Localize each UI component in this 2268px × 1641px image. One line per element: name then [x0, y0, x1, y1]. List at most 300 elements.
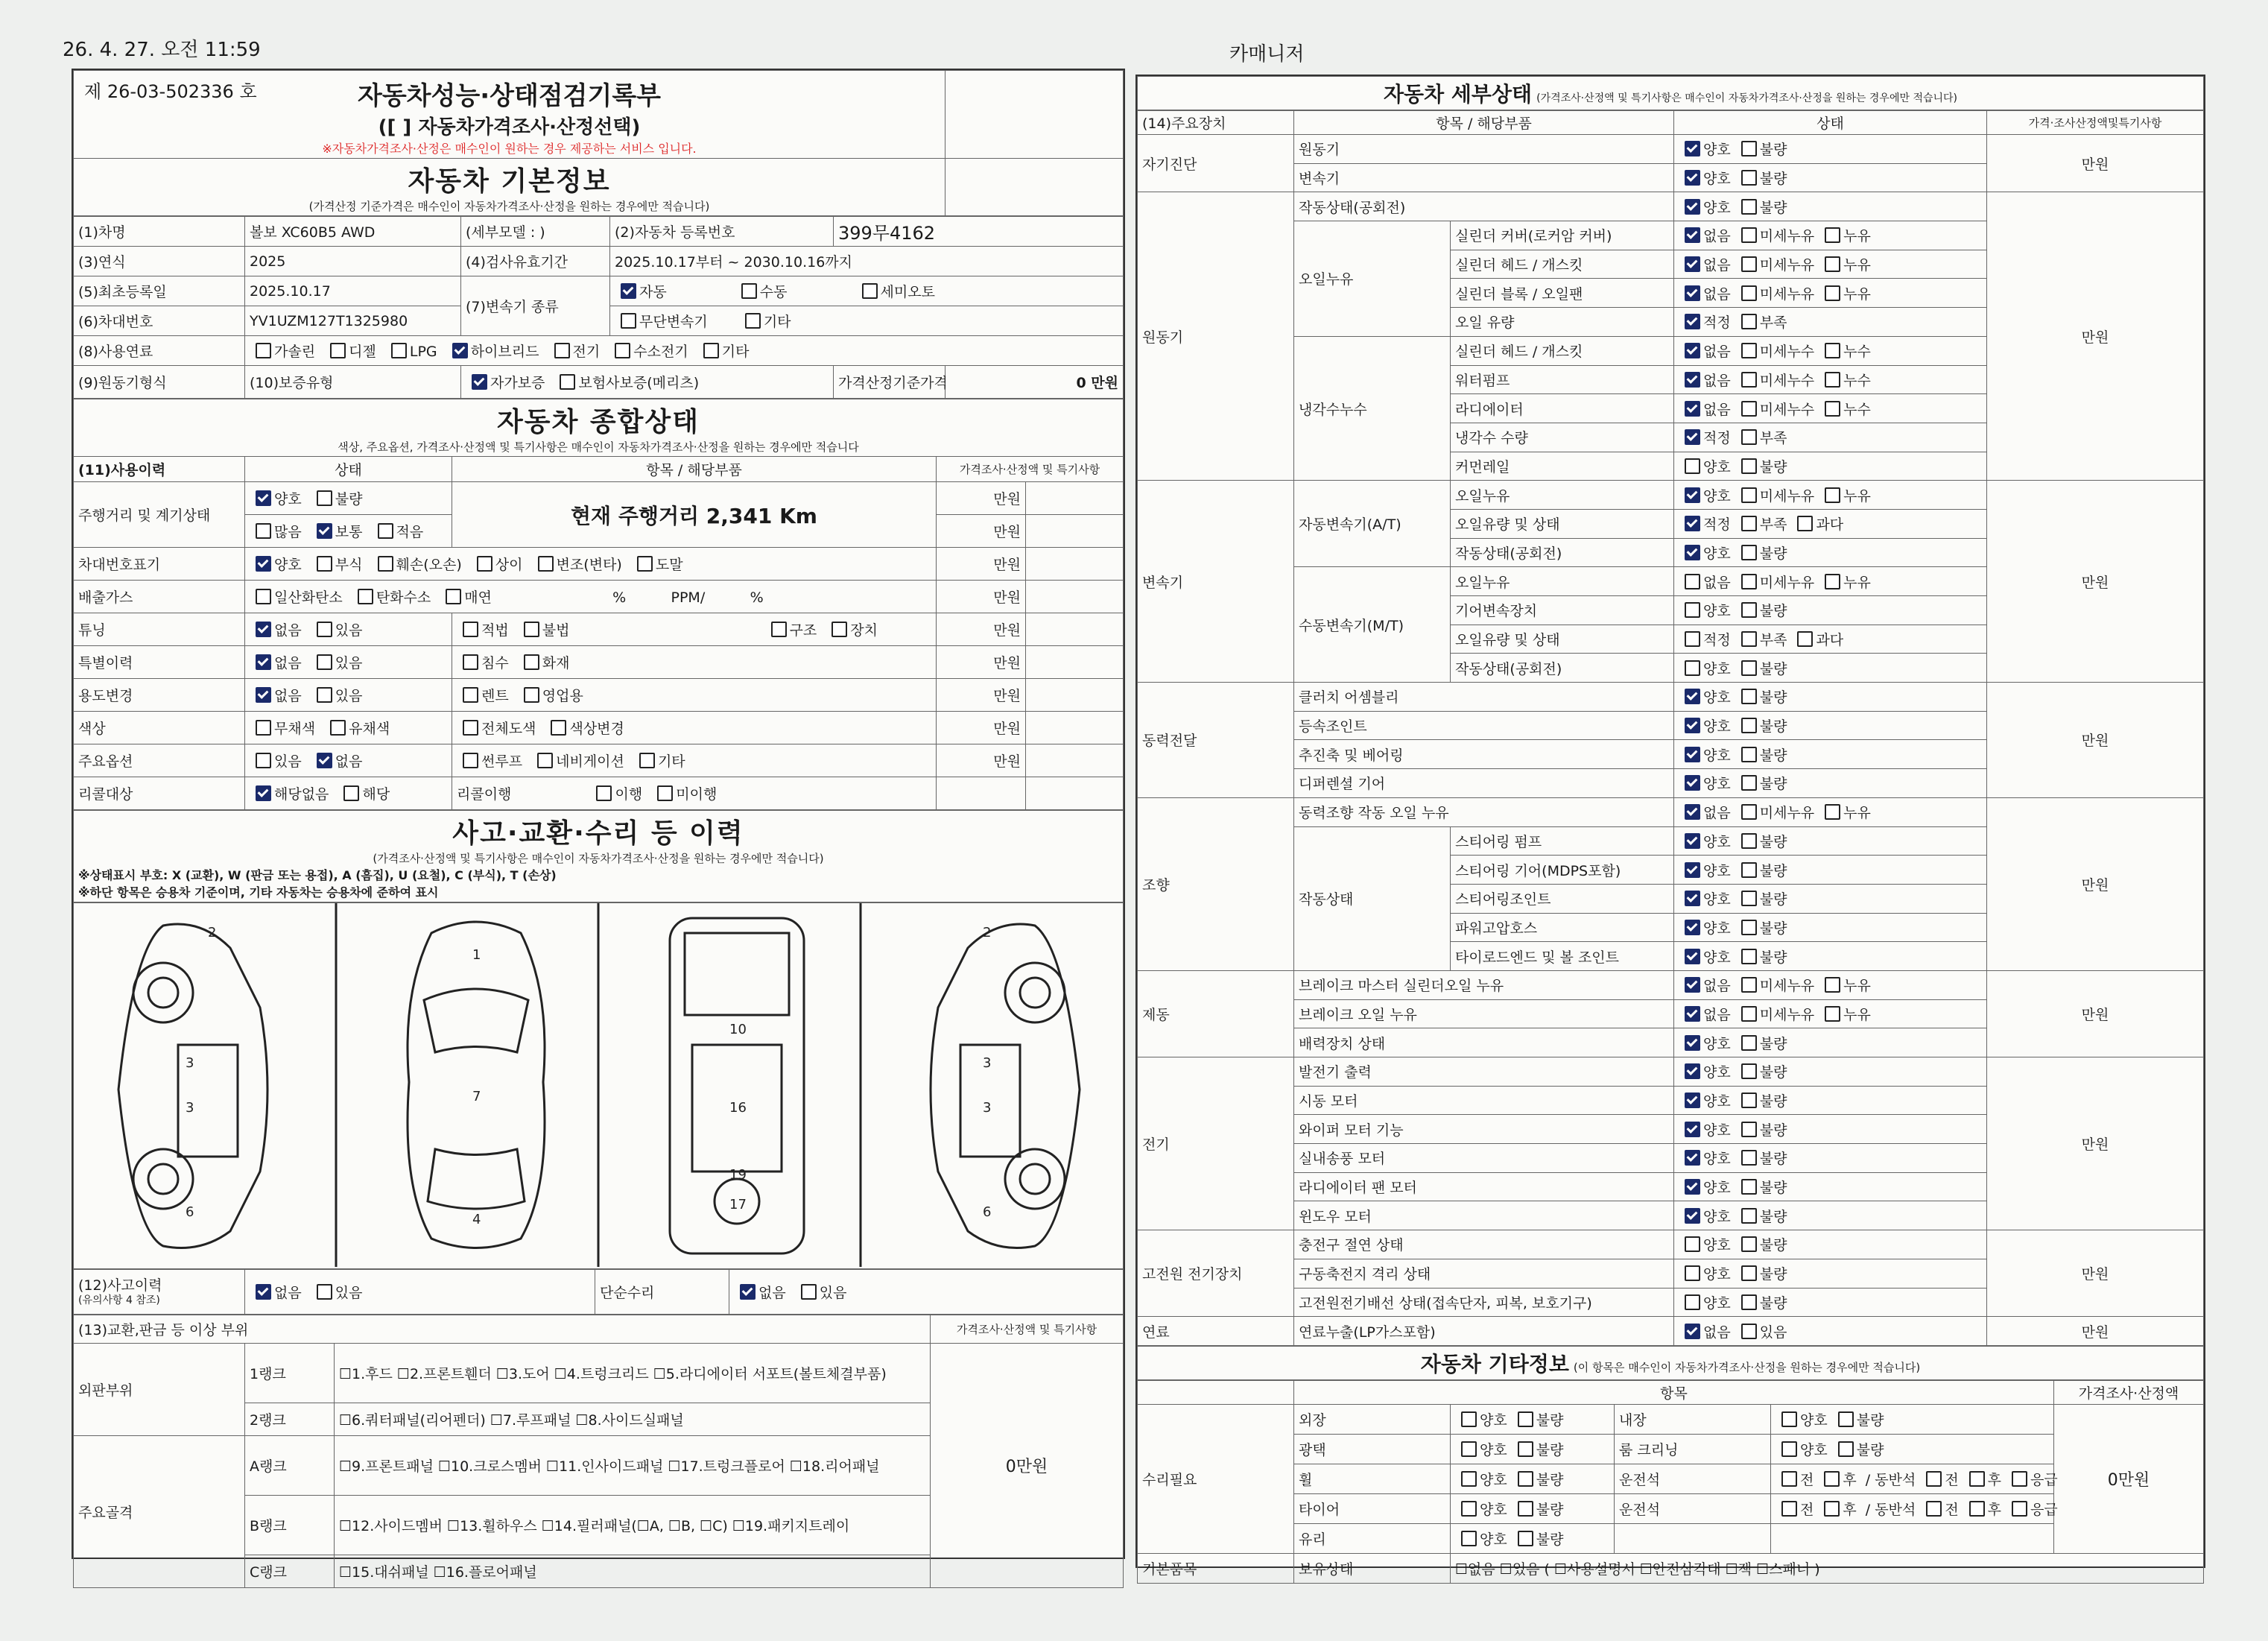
label-transmission: (7)변속기 종류: [461, 276, 610, 336]
item-name: 스티어링 펌프: [1451, 826, 1674, 856]
head-state: 상태: [245, 457, 452, 482]
option-label: 양호: [1703, 545, 1731, 562]
svg-text:4: 4: [472, 1212, 481, 1227]
checkbox[interactable]: [1685, 1122, 1700, 1137]
checkbox[interactable]: [1685, 1150, 1700, 1166]
checkbox[interactable]: [862, 283, 878, 299]
option-label: 불량: [1536, 1471, 1564, 1488]
item-name: 클러치 어셈블리: [1294, 683, 1674, 712]
accident-row-table: (12)사고이력 (유의사항 4 참조) 없음 있음 단순수리 없음 있음: [73, 1269, 1124, 1315]
svg-text:3: 3: [983, 1100, 992, 1116]
option-label: 적정: [1703, 632, 1731, 649]
checkbox[interactable]: [1741, 401, 1757, 417]
option-label: 양호: [1703, 1151, 1731, 1168]
option-label: 불량: [1759, 171, 1787, 188]
option-label: 불량: [1759, 776, 1787, 793]
svg-text:3: 3: [186, 1055, 194, 1071]
accident-note: (가격조사·산정액 및 특기사항은 매수인이 자동차가격조사·산정을 원하는 경우에만 적습니다): [373, 852, 824, 865]
option-label: 불량: [1759, 545, 1787, 562]
option-label: 불량: [1759, 1294, 1787, 1312]
item-name: 등속조인트: [1294, 711, 1674, 740]
checkbox[interactable]: [1825, 487, 1840, 503]
device-group: 동력전달: [1138, 683, 1294, 798]
checkbox[interactable]: [1685, 516, 1700, 531]
label-reg-no: (2)자동차 등록번호: [610, 217, 834, 247]
checkbox[interactable]: [1685, 949, 1700, 964]
checkbox[interactable]: [1838, 1411, 1854, 1427]
checkbox[interactable]: [1685, 804, 1700, 820]
option-label: 없음: [1703, 1006, 1731, 1023]
checkbox[interactable]: [1741, 1324, 1757, 1339]
checkbox[interactable]: [1518, 1501, 1533, 1517]
checkbox[interactable]: [1685, 1093, 1700, 1108]
checkbox[interactable]: [1825, 372, 1840, 388]
checkbox[interactable]: [1969, 1471, 1985, 1487]
item-name: 동력조향 작동 오일 누유: [1294, 797, 1674, 826]
checkbox[interactable]: [1741, 718, 1757, 733]
label-basic-items: 기본품목: [1138, 1553, 1294, 1583]
checkbox[interactable]: [1685, 631, 1700, 647]
detail-row: [1138, 797, 2204, 826]
head-item: 항목 / 해당부품: [452, 457, 937, 482]
option-label: 양호: [1703, 891, 1731, 908]
option-label: 불량: [1536, 1501, 1564, 1518]
checkbox[interactable]: [1741, 1063, 1757, 1079]
site-name: 카매니저: [1229, 43, 1305, 66]
checkbox[interactable]: [1797, 631, 1813, 647]
checkbox[interactable]: [1741, 227, 1757, 243]
option-label: 없음: [1703, 978, 1731, 995]
option-label: 양호: [1703, 603, 1731, 620]
option-label: 없음: [1703, 228, 1731, 245]
option-label: 불량: [1759, 1064, 1787, 1081]
checkbox[interactable]: [1741, 920, 1757, 935]
option-label: 불량: [1759, 1180, 1787, 1197]
checkbox[interactable]: [1825, 1006, 1840, 1022]
item-name: 스티어링 기어(MDPS포함): [1451, 856, 1674, 885]
option-label: 양호: [1480, 1411, 1507, 1429]
checkbox[interactable]: [1741, 1093, 1757, 1108]
checkbox[interactable]: [1825, 285, 1840, 301]
item-name: 오일누유: [1451, 481, 1674, 510]
checkbox[interactable]: [1825, 401, 1840, 417]
checkbox[interactable]: [1741, 487, 1757, 503]
option-label: 후: [1843, 1471, 1857, 1488]
checkbox[interactable]: [1461, 1531, 1477, 1546]
transmission-opts-row1: 자동 수동 세미오토: [610, 276, 1124, 306]
checkbox[interactable]: [1685, 314, 1700, 329]
option-label: 미세누수: [1759, 344, 1815, 361]
option-label: 누유: [1843, 228, 1871, 245]
option-label: 없음: [1703, 344, 1731, 361]
checkbox[interactable]: [1461, 1501, 1477, 1517]
checkbox[interactable]: [1741, 602, 1757, 618]
option-label: 양호: [1703, 949, 1731, 966]
etc-table: 항목 가격조사·산정액 수리필요 외장 양호 불량 내장 양호 불량 0만원 광택 양호 불량 룸 크리닝 양호 불량 휠 양호 불량 운전석 전 후 / 동반석 전 후 응급 타이어 양호 불량 운전석 전 후 / 동반석 전 후 응급 유리 양호 불량 기본품목 보유상태 ☐없음 ☐있음 ( ☐사용설명서 ☐안전삼각대 ☐잭 ☐스패너 ): [1137, 1380, 2204, 1584]
item-name: 냉각수 수량: [1451, 423, 1674, 452]
checkbox[interactable]: [1741, 1208, 1757, 1224]
option-label: 없음: [1703, 574, 1731, 591]
checkbox[interactable]: [1518, 1411, 1533, 1427]
option-label: 없음: [1703, 285, 1731, 303]
checkbox[interactable]: [1741, 1236, 1757, 1252]
option-label: 적정: [1703, 314, 1731, 332]
etc-title: 자동차 기타정보: [1420, 1351, 1569, 1376]
option-label: 불량: [1759, 1035, 1787, 1052]
accident-title: 사고·교환·수리 등 이력: [452, 818, 744, 849]
svg-text:6: 6: [186, 1204, 194, 1220]
checkbox[interactable]: [1685, 343, 1700, 358]
item-name: 커먼레일: [1451, 452, 1674, 481]
group-price: 만원: [1987, 192, 2204, 481]
checkbox[interactable]: [1741, 574, 1757, 589]
checkbox[interactable]: [1741, 1294, 1757, 1310]
device-group: 원동기: [1138, 192, 1294, 481]
option-label: 부족: [1759, 430, 1787, 447]
checkbox[interactable]: [1685, 487, 1700, 503]
sub-group: 냉각수누수: [1294, 336, 1451, 480]
checkbox[interactable]: [1685, 718, 1700, 733]
option-label: 불량: [1759, 747, 1787, 764]
checkbox[interactable]: [1741, 631, 1757, 647]
option-label: 양호: [1800, 1441, 1828, 1458]
valid-period: 2025.10.17부터 ~ 2030.10.16까지: [610, 247, 1124, 276]
checkbox[interactable]: [1685, 429, 1700, 445]
warranty-opts: 자가보증 보험사보증(메리츠): [461, 366, 834, 399]
option-label: 부족: [1759, 314, 1787, 332]
checkbox[interactable]: [1685, 545, 1700, 560]
option-label: 전: [1800, 1501, 1814, 1518]
option-label: 양호: [1703, 171, 1731, 188]
option-label: 누유: [1843, 285, 1871, 303]
checkbox[interactable]: [1741, 1035, 1757, 1051]
checkbox[interactable]: [1825, 574, 1840, 589]
detail-row: [1138, 970, 2204, 999]
checkbox[interactable]: [1685, 1324, 1700, 1339]
option-label: 양호: [1703, 487, 1731, 505]
checkbox[interactable]: [1824, 1501, 1840, 1517]
item-name: 시동 모터: [1294, 1086, 1674, 1115]
option-label: 미세누수: [1759, 372, 1815, 389]
option-label: 양호: [1703, 747, 1731, 764]
rankA-items: ☐9.프론트패널 ☐10.크로스멤버 ☐11.인사이드패널 ☐17.트렁크플로어 ☐18.리어패널: [335, 1436, 931, 1496]
cert-number: 제 26-03-502336 호: [84, 81, 257, 102]
device-group: 제동: [1138, 970, 1294, 1057]
checkbox[interactable]: [1685, 372, 1700, 388]
option-label: 양호: [1703, 1294, 1731, 1312]
option-label: 없음: [1703, 401, 1731, 418]
checkbox[interactable]: [1685, 574, 1700, 589]
option-label: 양호: [1703, 142, 1731, 159]
option-label: 양호: [1703, 689, 1731, 706]
checkbox[interactable]: [1741, 314, 1757, 329]
checkbox[interactable]: [1741, 1122, 1757, 1137]
option-label: 불량: [1536, 1441, 1564, 1458]
item-name: 오일유량 및 상태: [1451, 509, 1674, 538]
option-label: 적정: [1703, 516, 1731, 534]
option-label: 불량: [1759, 689, 1787, 706]
checkbox[interactable]: [1461, 1441, 1477, 1457]
group-price: 만원: [1987, 1317, 2204, 1346]
basic-info-table: [73, 216, 1124, 399]
checkbox[interactable]: [1741, 1179, 1757, 1195]
checkbox[interactable]: [1741, 949, 1757, 964]
checkbox[interactable]: [1741, 372, 1757, 388]
item-name: 추진축 및 베어링: [1294, 740, 1674, 769]
option-label: 불량: [1759, 458, 1787, 475]
checkbox[interactable]: [1685, 1035, 1700, 1051]
checkbox[interactable]: [1781, 1501, 1797, 1517]
checkbox[interactable]: [1685, 401, 1700, 417]
item-name: 브레이크 마스터 실린더오일 누유: [1294, 970, 1674, 999]
checkbox[interactable]: [1825, 804, 1840, 820]
item-name: 오일 유량: [1451, 308, 1674, 337]
checkbox[interactable]: [1741, 256, 1757, 272]
checkbox[interactable]: [2012, 1471, 2027, 1487]
item-name: 실린더 헤드 / 개스킷: [1451, 250, 1674, 279]
checkbox[interactable]: [1781, 1411, 1797, 1427]
checkbox[interactable]: [1685, 891, 1700, 906]
checkbox[interactable]: [1518, 1471, 1533, 1487]
checkbox[interactable]: [1518, 1441, 1533, 1457]
sub-group: 수동변속기(M/T): [1294, 567, 1451, 683]
checkbox[interactable]: [1685, 833, 1700, 849]
parts-table: (13)교환,판금 등 이상 부위 가격조사·산정액 및 특기사항 외판부위 1랭크 ☐1.후드 ☐2.프론트휀더 ☐3.도어 ☐4.트렁크리드 ☐5.라디에이터 서포트(볼트체결부품) 0만원 2랭크 ☐6.쿼터패널(리어펜더) ☐7.루프패널 ☐8.사이드실패널 주요골격 A랭크 ☐9.프론트패널 ☐10.크로스멤버 ☐11.인사이드패널 ☐17.트렁크플로어 ☐18.리어패널 B랭크 ☐12.사이드멤버 ☐13.휠하우스 ☐14.필러패널(☐A, ☐B, ☐C) ☐19.패키지트레이 C랭크 ☐15.대쉬패널 ☐16.플로어패널: [73, 1315, 1124, 1588]
checkbox[interactable]: [1741, 1265, 1757, 1281]
checkbox[interactable]: [1685, 1208, 1700, 1224]
checkbox[interactable]: [1741, 891, 1757, 906]
checkbox[interactable]: [1926, 1501, 1942, 1517]
checkbox[interactable]: [1969, 1501, 1985, 1517]
item-name: 작동상태(공회전): [1451, 654, 1674, 683]
label-owned: 보유상태: [1294, 1553, 1451, 1583]
row-tuning: 튜닝 없음 있음 적법 불법 구조 장치 만원: [74, 613, 1124, 646]
checkbox[interactable]: [1685, 1294, 1700, 1310]
option-label: 적정: [1703, 430, 1731, 447]
item-name: 타이로드엔드 및 볼 조인트: [1451, 942, 1674, 971]
row-color: 색상 무채색 유채색 전체도색 색상변경 만원: [74, 712, 1124, 744]
checkbox[interactable]: [1741, 660, 1757, 676]
option-label: 불량: [1759, 920, 1787, 937]
option-label: 누유: [1843, 487, 1871, 505]
checkbox[interactable]: [1741, 343, 1757, 358]
option-label: 응급: [2030, 1501, 2058, 1518]
checkbox[interactable]: [1685, 256, 1700, 272]
row-special: 특별이력 없음 있음 침수 화재 만원: [74, 646, 1124, 679]
group-price: 만원: [1987, 683, 2204, 798]
checkbox[interactable]: [1741, 199, 1757, 215]
rank1-items: ☐1.후드 ☐2.프론트휀더 ☐3.도어 ☐4.트렁크리드 ☐5.라디에이터 서포트(볼트체결부품): [335, 1344, 931, 1403]
form-title: 자동차성능·상태점검기록부: [357, 81, 662, 111]
checkbox[interactable]: [1685, 920, 1700, 935]
option-label: 불량: [1759, 862, 1787, 879]
option-label: 미세누유: [1759, 285, 1815, 303]
detail-table: (14)주요장치 항목 / 해당부품 상태 가격·조사산정액및특기사항 자기진단 원동기 양호 불량 만원 변속기 양호 불량 원동기 작동상태(공회전) 양호 불량 만원 오일누유 실린더 커버(로커암 커버) 없음 미세누유 누유 실린더 헤드 / 개스킷 없음 미세누유 누유 실린더 블록 / 오일팬 없음 미세누유 누유 오일 유량 적정 부족 냉각수누수 실린더 헤드 / 개스킷 없음 미세누수 누수 워터펌프 없음 미세누수 누수 라디에이터 없음 미세누수 누수 냉각수 수량 적정 부족 커먼레일 양호 불량 변속기 자동변속기(A/T) 오일누유 양호 미세누유 누유 만원 오일유량 및 상태 적정 부족 과다 작동상태(공회전) 양호 불량 수동변속기(M/T) 오일누유 없음 미세누유 누유 기어변속장치 양호 불량 오일유량 및 상태 적정 부족 과다 작동상태(공회전) 양호 불량 동력전달 클러치 어셈블리 양호 불량 만원 등속조인트 양호 불량 추진축 및 베어링 양호 불량 디퍼렌셜 기어 양호 불량 조향 동력조향 작동 오일 누유 없음 미세누유 누유 만원 작동상태 스티어링 펌프 양호 불량 스티어링 기어(MDPS포함) 양호 불량 스티어링조인트 양호 불량 파워고압호스 양호 불량 타이로드엔드 및 볼 조인트 양호 불량 제동 브레이크 마스터 실린더오일 누유 없음 미세누유 누유 만원 브레이크 오일 누유 없음 미세누유 누유 배력장치 상태 양호 불량 전기 발전기 출력 양호 불량 만원 시동 모터 양호 불량 와이퍼 모터 기능 양호 불량 실내송풍 모터 양호 불량 라디에이터 팬 모터 양호 불량 윈도우 모터 양호 불량 고전원 전기장치 충전구 절연 상태 양호 불량 만원 구동축전지 격리 상태 양호 불량 고전원전기배선 상태(접속단자, 피복, 보호기구) 양호 불량 연료 연료누출(LP가스포함) 없음 있음 만원: [1137, 110, 2204, 1346]
checkbox[interactable]: [1685, 747, 1700, 762]
fuel-opts: 가솔린 디젤 LPG 하이브리드 전기 수소전기 기타: [245, 336, 1124, 366]
checkbox[interactable]: [1685, 227, 1700, 243]
option-label: 미세누유: [1759, 805, 1815, 822]
option-label: 전: [1945, 1501, 1959, 1518]
option-label: 불량: [1759, 718, 1787, 736]
checkbox[interactable]: [1685, 1265, 1700, 1281]
row-options: 주요옵션 있음 없음 썬루프 네비게이션 기타 만원: [74, 744, 1124, 777]
checkbox[interactable]: [1741, 141, 1757, 156]
detail-row: [1138, 1317, 2204, 1346]
svg-text:10: 10: [729, 1022, 747, 1037]
group-price: 만원: [1987, 797, 2204, 970]
checkbox[interactable]: [1685, 141, 1700, 156]
checkbox[interactable]: [745, 313, 761, 329]
checkbox[interactable]: [1781, 1441, 1797, 1457]
checkbox[interactable]: [1685, 775, 1700, 791]
checkbox[interactable]: [621, 283, 636, 299]
vin: YV1UZM127T1325980: [245, 306, 461, 336]
checkbox[interactable]: [1461, 1411, 1477, 1427]
option-label: 불량: [1759, 891, 1787, 908]
device-group: 변속기: [1138, 481, 1294, 683]
row-usage-change: 용도변경 없음 있음 렌트 영업용 만원: [74, 679, 1124, 712]
group-price: 만원: [1987, 1230, 2204, 1317]
accident-title-table: [73, 810, 1124, 902]
label-first-reg: (5)최초등록일: [74, 276, 245, 306]
checkbox[interactable]: [1797, 516, 1813, 531]
detail-row: [1138, 1230, 2204, 1259]
label-warranty: (10)보증유형: [245, 366, 461, 399]
row-recall: 리콜대상 해당없음 해당 리콜이행 이행 미이행: [74, 777, 1124, 810]
checkbox[interactable]: [1741, 429, 1757, 445]
label-vin: (6)차대번호: [74, 306, 245, 336]
checkbox[interactable]: [1741, 804, 1757, 820]
label-detail-model: (세부모델 : ): [461, 217, 610, 247]
car-diagram: [73, 902, 1124, 1269]
checkbox[interactable]: [1685, 1179, 1700, 1195]
checkbox[interactable]: [1518, 1531, 1533, 1546]
checkbox[interactable]: [1838, 1441, 1854, 1457]
option-label: 없음: [1703, 1324, 1731, 1341]
option-label: 과다: [1816, 632, 1844, 649]
detail-title-table: [1137, 76, 2204, 110]
option-label: 후: [1987, 1501, 2002, 1518]
label-car-name: (1)차명: [74, 217, 245, 247]
checkbox[interactable]: [1685, 1006, 1700, 1022]
car-name: 볼보 XC60B5 AWD: [245, 217, 461, 247]
checkbox[interactable]: [1685, 862, 1700, 878]
checkbox[interactable]: [1926, 1471, 1942, 1487]
checkbox[interactable]: [1685, 602, 1700, 618]
option-label: 전: [1945, 1471, 1959, 1488]
option-label: 부족: [1759, 632, 1787, 649]
svg-text:7: 7: [472, 1089, 481, 1104]
checkbox[interactable]: [1741, 285, 1757, 301]
option-label: 양호: [1480, 1441, 1507, 1458]
checkbox[interactable]: [1741, 833, 1757, 849]
item-name: 변속기: [1294, 163, 1674, 192]
item-name: 실린더 헤드 / 개스킷: [1451, 336, 1674, 365]
item-name: 브레이크 오일 누유: [1294, 999, 1674, 1028]
checkbox[interactable]: [1825, 227, 1840, 243]
checkbox[interactable]: [1685, 689, 1700, 704]
option-label: 있음: [1759, 1324, 1787, 1341]
left-form-page: [72, 69, 1125, 1581]
base-price: 0 만원: [945, 366, 1124, 399]
form-subtitle: ([ ] 자동차가격조사·산정선택): [378, 116, 641, 139]
title-table: [73, 70, 1124, 216]
option-label: 양호: [1800, 1411, 1828, 1429]
sub-group: 작동상태: [1294, 826, 1451, 970]
row-emission: 배출가스 일산화탄소 탄화수소 매연 % PPM/ % 만원: [74, 581, 1124, 613]
item-name: 작동상태(공회전): [1451, 538, 1674, 567]
checkbox[interactable]: [1685, 660, 1700, 676]
item-name: 라디에이터: [1451, 394, 1674, 423]
label-main-frame: 주요골격: [74, 1436, 245, 1588]
checkbox[interactable]: [1825, 256, 1840, 272]
option-label: 불량: [1536, 1411, 1564, 1429]
checkbox[interactable]: [1685, 199, 1700, 215]
label-valid-period: (4)검사유효기간: [461, 247, 610, 276]
checkbox[interactable]: [2012, 1501, 2027, 1517]
item-name: 오일누유: [1451, 567, 1674, 596]
checkbox[interactable]: [1741, 458, 1757, 474]
checkbox[interactable]: [1685, 977, 1700, 993]
label-base-price: 가격산정기준가격: [834, 366, 945, 399]
option-label: 누유: [1843, 257, 1871, 274]
device-group: 고전원 전기장치: [1138, 1230, 1294, 1317]
parts-price: 0만원: [931, 1344, 1124, 1588]
checkbox[interactable]: [621, 313, 636, 329]
option-label: 누수: [1843, 401, 1871, 418]
checkbox[interactable]: [1741, 977, 1757, 993]
option-label: 불량: [1759, 1208, 1787, 1225]
checkbox[interactable]: [1685, 1063, 1700, 1079]
option-label: 양호: [1703, 776, 1731, 793]
checkbox[interactable]: [1685, 1236, 1700, 1252]
checkbox[interactable]: [1781, 1471, 1797, 1487]
item-name: 원동기: [1294, 135, 1674, 164]
checkbox[interactable]: [1741, 516, 1757, 531]
checkbox[interactable]: [1824, 1471, 1840, 1487]
checkbox[interactable]: [1461, 1471, 1477, 1487]
checkbox[interactable]: [1685, 170, 1700, 186]
checkbox[interactable]: [1741, 775, 1757, 791]
label-mileage: 주행거리 및 계기상태: [74, 482, 245, 548]
checkbox[interactable]: [1685, 458, 1700, 474]
checkbox[interactable]: [1741, 689, 1757, 704]
option-label: 양호: [1703, 660, 1731, 677]
checkbox[interactable]: [1741, 747, 1757, 762]
checkbox[interactable]: [1741, 1150, 1757, 1166]
item-name: 실내송풍 모터: [1294, 1144, 1674, 1173]
checkbox[interactable]: [1825, 977, 1840, 993]
checkbox[interactable]: [1825, 343, 1840, 358]
item-name: 기어변속장치: [1451, 596, 1674, 625]
label-outer-panel: 외판부위: [74, 1344, 245, 1436]
item-name: 배력장치 상태: [1294, 1028, 1674, 1057]
checkbox[interactable]: [1741, 862, 1757, 878]
checkbox[interactable]: [741, 283, 757, 299]
checkbox[interactable]: [1685, 285, 1700, 301]
checkbox[interactable]: [1741, 545, 1757, 560]
option-label: 불량: [1856, 1411, 1884, 1429]
checkbox[interactable]: [1741, 1006, 1757, 1022]
item-name: 충전구 절연 상태: [1294, 1230, 1674, 1259]
detail-row: [1138, 481, 2204, 510]
checkbox[interactable]: [1741, 170, 1757, 186]
overall-title-table: [73, 399, 1124, 456]
svg-text:1: 1: [472, 947, 481, 963]
svg-text:19: 19: [729, 1167, 747, 1183]
option-label: 양호: [1703, 1237, 1731, 1254]
